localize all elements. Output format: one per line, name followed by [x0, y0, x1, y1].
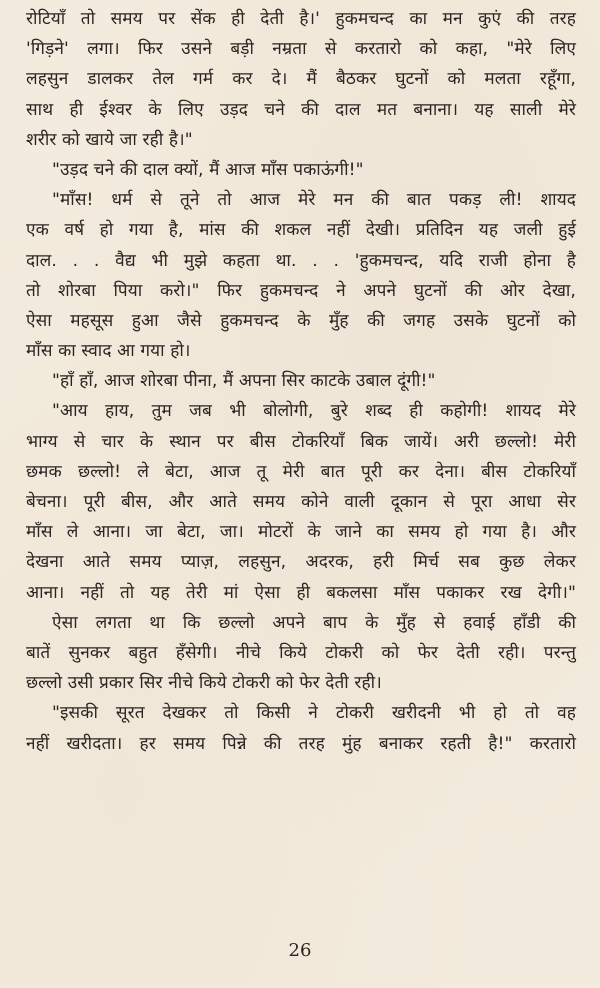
text-line: रोटियाँ तो समय पर सेंक ही देती है।' हुकमचन्द का मन कुएं की तरह [26, 9, 576, 29]
text-line: आना। नहीं तो यह तेरी मां ऐसा ही बकलसा माँस पकाकर रख देगी।" [26, 582, 576, 603]
text-line: 'गिड़ने' लगा। फिर उसने बड़ी नम्रता से करतारो को कहा, "मेरे लिए [26, 39, 576, 60]
text-line: एक वर्ष हो गया है, मांस की शकल नहीं देखी। प्रतिदिन यह जली हुई [26, 220, 576, 241]
text-line: माँस का स्वाद आ गया हो। [26, 341, 191, 362]
text-line: देखना आते समय प्याज़, लहसुन, अदरक, हरी मिर्च सब कुछ लेकर [26, 552, 576, 573]
text-line: बातें सुनकर बहुत हँसेगी। नीचे किये टोकरी को फेर देती रही। परन्तु [26, 642, 576, 663]
text-line: बेचना। पूरी बीस, और आते समय कोने वाली दूकान से पूरा आधा सेर [26, 492, 576, 512]
text-line: ऐसा महसूस हुआ जैसे हुकमचन्द के मुँह की जगह उसके घुटनों को [26, 310, 576, 331]
page-text [26, 4, 576, 759]
text-line: लहसुन डालकर तेल गर्म कर दे। मैं बैठकर घुटनों को मलता रहूँगा, [26, 69, 576, 90]
text-line: "उड़द चने की दाल क्यों, मैं आज माँस पकाऊंगी!" [52, 159, 364, 180]
text-line: "हाँ हाँ, आज शोरबा पीना, मैं अपना सिर काटके उबाल दूंगी!" [52, 371, 436, 392]
text-line: तो शोरबा पिया करो।" फिर हुकमचन्द ने अपने घुटनों की ओर देखा, [26, 280, 576, 301]
text-line: साथ ही ईश्वर के लिए उड़द चने की दाल मत बनाना। यह साली मेरे [26, 99, 576, 120]
text-line: "इसकी सूरत देखकर तो किसी ने टोकरी खरीदनी भी हो तो वह [52, 703, 576, 724]
text-line: छल्लो उसी प्रकार सिर नीचे किये टोकरी को फेर देती रही। [26, 673, 382, 694]
text-line: दाल. . . वैद्य भी मुझे कहता था. . . 'हुकमचन्द, यदि राजी होना है [26, 250, 576, 271]
page-number: 26 [288, 940, 312, 961]
text-line: छमक छल्लो! ले बेटा, आज तू मेरी बात पूरी कर देना। बीस टोकरियाँ [26, 461, 576, 482]
text-line: "माँस! धर्म से तूने तो आज मेरे मन की बात पकड़ ली! शायद [52, 190, 576, 211]
text-line: भाग्य से चार के स्थान पर बीस टोकरियाँ बिक जायें। अरी छल्लो! मेरी [26, 431, 576, 452]
text-line: माँस ले आना। जा बेटा, जा। मोटरों के जाने का समय हो गया है। और [26, 522, 576, 543]
text-line: ऐसा लगता था कि छल्लो अपने बाप के मुँह से हवाई हाँडी की [52, 612, 576, 633]
text-line: नहीं खरीदता। हर समय पिन्ने की तरह मुंह बनाकर रहती है!" करतारो [26, 733, 576, 754]
text-line: "आय हाय, तुम जब भी बोलोगी, बुरे शब्द ही कहोगी! शायद मेरे [52, 401, 576, 422]
text-line: शरीर को खाये जा रही है।" [26, 129, 193, 150]
